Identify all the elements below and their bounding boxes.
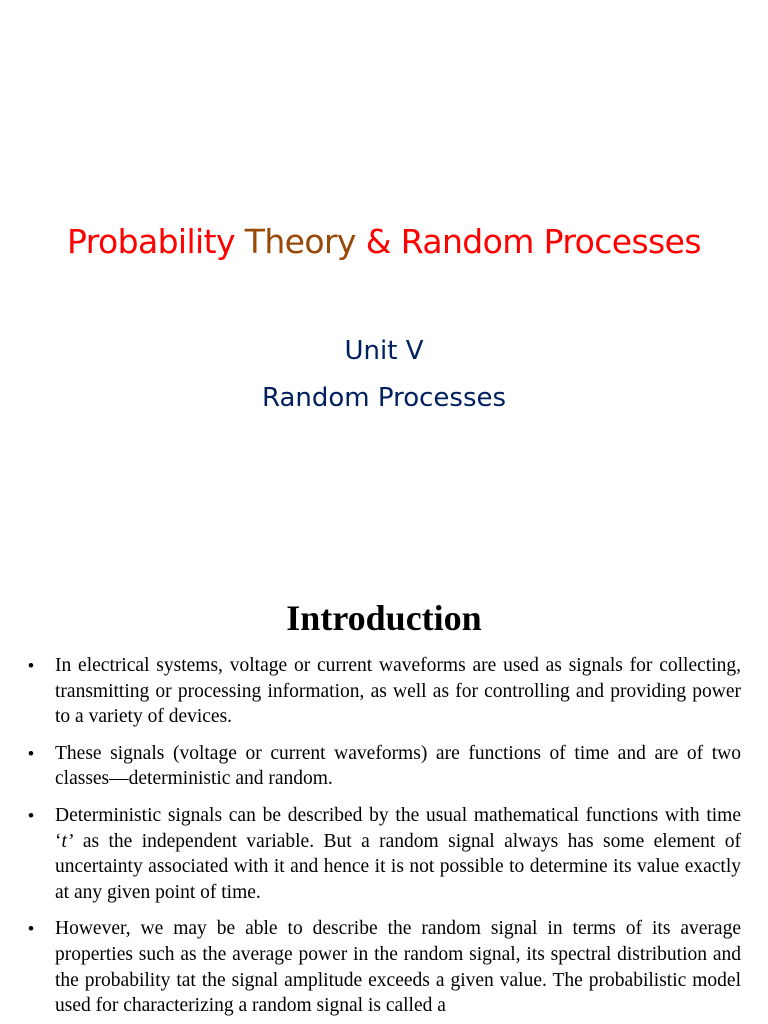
title-part-probability: Probability — [67, 222, 245, 261]
bullet-list — [28, 653, 741, 1024]
slide-subtitle-unit: Unit V — [344, 336, 424, 366]
bullet-text-italic: t’ — [61, 830, 74, 852]
slide-title — [0, 218, 768, 266]
slide-subtitle-topic: Random Processes — [261, 383, 507, 413]
bullet-item — [28, 803, 741, 905]
title-part-theory: Theory — [244, 222, 356, 261]
bullet-text-before: Deterministic signals can be described by the usual mathematical functions with time ‘ — [55, 804, 741, 852]
bullet-marker: • — [28, 805, 34, 825]
bullet-text: These signals (voltage or current waveforms) are functions of time and are of two classes—deterministic and random. — [55, 742, 741, 790]
bullet-item — [28, 916, 741, 1018]
bullet-text-after: as the independent variable. But a random signal always has some element of uncertainty associated with it and hence it is not possible to determine its value exactly at any given point of time. — [55, 830, 741, 903]
introduction-slide — [0, 576, 768, 1024]
section-heading: Introduction — [286, 598, 482, 638]
bullet-text: In electrical systems, voltage or current waveforms are used as signals for collecting, transmitting or processing information, as well as for controlling and providing power to a variety of devices. — [55, 655, 741, 728]
bullet-text — [55, 805, 741, 903]
bullet-marker: • — [28, 919, 34, 939]
bullet-marker: • — [28, 743, 34, 763]
bullet-text: However, we may be able to describe the random signal in terms of its average properties such as the average power in the random signal, its spectral distribution and the probability tat the signal amplitude exceeds a given value. The probabilistic model used for characterizing a random signal is called a — [55, 918, 741, 1017]
title-part-random-processes: & Random Processes — [355, 222, 701, 261]
bullet-marker: • — [28, 656, 34, 675]
bullet-item — [28, 741, 741, 792]
bullet-item — [28, 653, 741, 730]
